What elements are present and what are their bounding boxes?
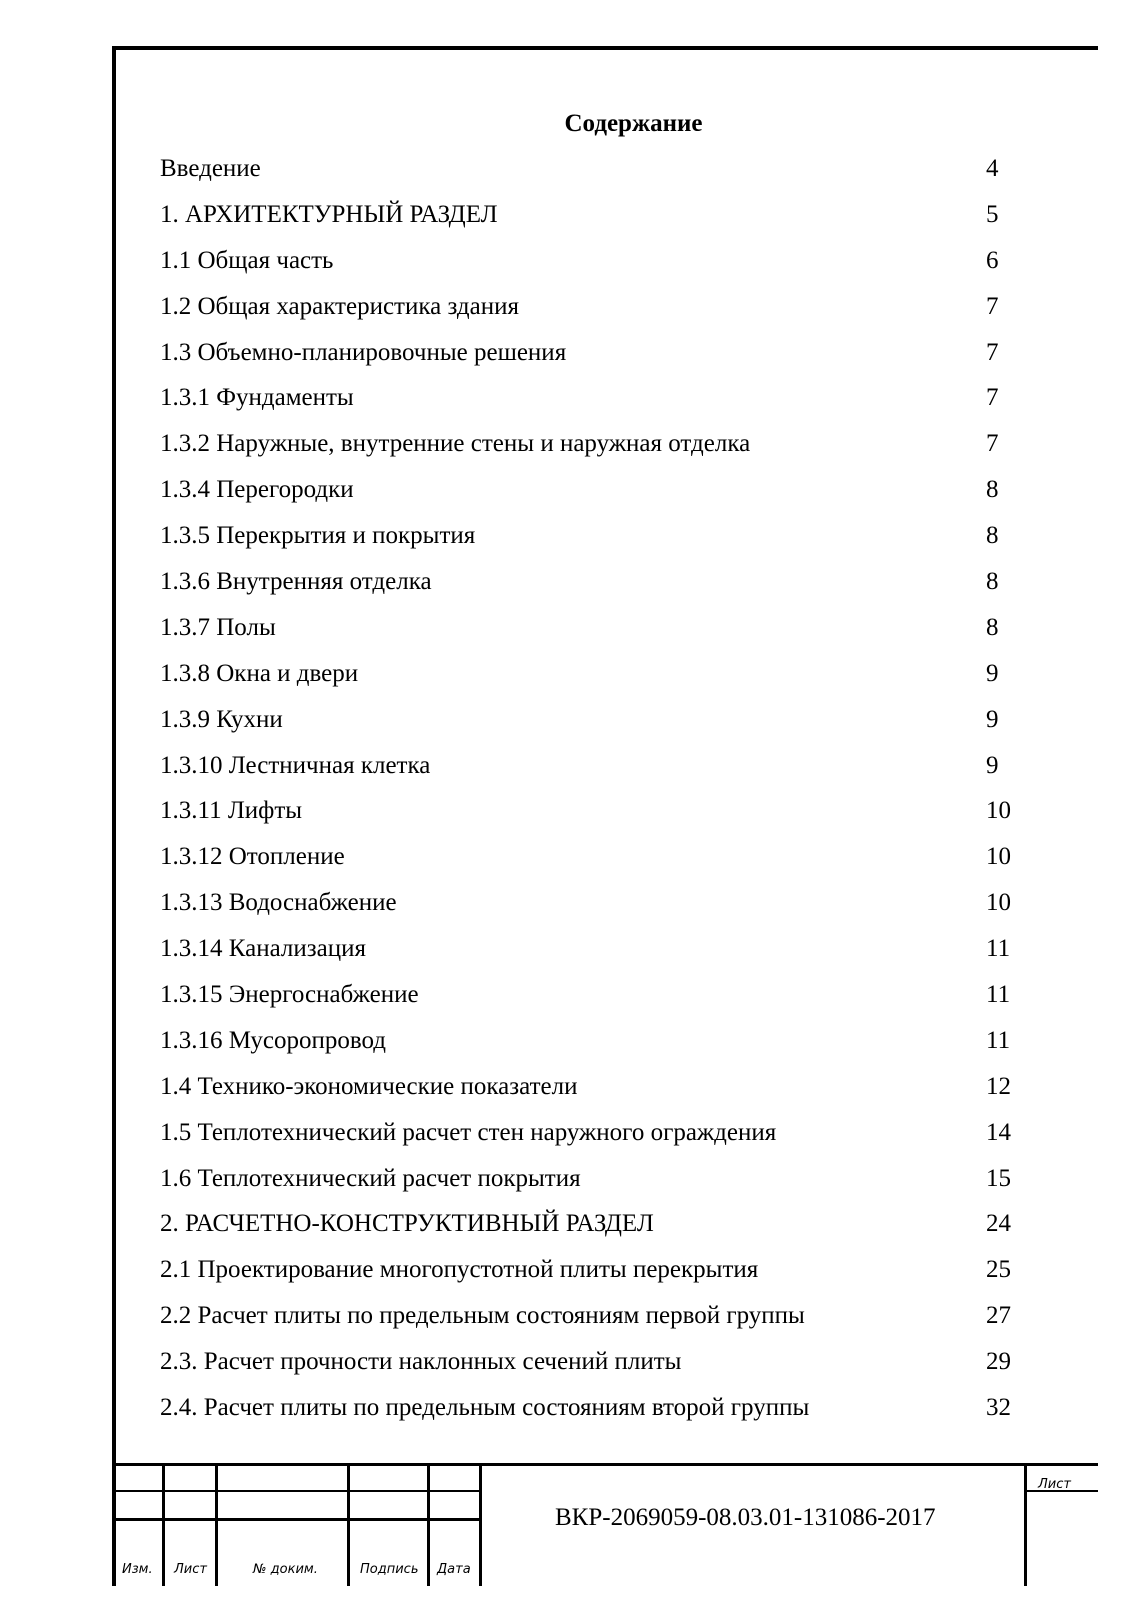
stamp-line-top	[112, 1463, 1098, 1466]
toc-entry	[160, 471, 1040, 517]
toc-entry-page: 5	[986, 200, 999, 228]
toc-entry-page: 7	[986, 338, 999, 366]
toc-entry-label: Введение	[160, 155, 261, 182]
toc-entry	[160, 517, 1040, 563]
toc-entry	[160, 930, 1040, 976]
toc-entry-label: 1.3.7 Полы	[160, 613, 276, 641]
toc-entry	[160, 838, 1040, 884]
toc-entry-label: 1.3.11 Лифты	[160, 797, 303, 825]
page-frame-top	[112, 46, 1098, 50]
toc-entry	[160, 1160, 1040, 1206]
toc-entry-label: 1.3.15 Энергоснабжение	[160, 981, 419, 1009]
toc-entry-page: 8	[986, 522, 999, 550]
stamp-divider-1	[162, 1463, 165, 1586]
toc-entry-label: 2.2 Расчет плиты по предельным состояниям первой группы	[160, 1302, 805, 1330]
toc-entry-page: 32	[986, 1394, 1011, 1422]
toc-entry-label: 1.3.6 Внутренняя отделка	[160, 568, 432, 596]
stamp-divider-2	[215, 1463, 218, 1586]
toc-entry-page: 14	[986, 1118, 1011, 1146]
stamp-divider-4	[427, 1463, 430, 1586]
page-title: Содержание	[564, 110, 703, 137]
toc-entry-page: 8	[986, 476, 999, 504]
toc-entry	[160, 563, 1040, 609]
toc-entry	[160, 1068, 1040, 1114]
toc-entry-label: 1.3.9 Кухни	[160, 705, 283, 733]
toc-entry	[160, 976, 1040, 1022]
stamp-label-doc-no: № доким.	[253, 1562, 318, 1577]
toc-entry-label: 1. АРХИТЕКТУРНЫЙ РАЗДЕЛ	[160, 200, 498, 228]
toc-entry-page: 9	[986, 751, 999, 779]
toc-entry	[160, 425, 1040, 471]
stamp-label-izm: Изм.	[122, 1562, 153, 1577]
toc-entry-label: 1.3.2 Наружные, внутренние стены и наружная отделка	[160, 430, 751, 458]
toc-entry-page: 9	[986, 705, 999, 733]
toc-entry	[160, 1343, 1040, 1389]
toc-entry-label: 1.3.8 Окна и двери	[160, 659, 359, 687]
toc-entry-label: 2. РАСЧЕТНО-КОНСТРУКТИВНЫЙ РАЗДЕЛ	[160, 1210, 654, 1238]
stamp-divider-6	[1024, 1463, 1027, 1586]
toc-entry-label: 2.3. Расчет прочности наклонных сечений плиты	[160, 1348, 682, 1376]
toc-entry-page: 10	[986, 843, 1011, 871]
toc-entry-page: 11	[986, 1026, 1011, 1054]
toc-entry	[160, 1022, 1040, 1068]
toc-entry-page: 4	[986, 155, 999, 182]
toc-entry-page: 6	[986, 246, 999, 274]
toc-entry-page: 27	[986, 1302, 1011, 1330]
stamp-label-list: Лист	[174, 1562, 207, 1577]
toc-entry	[160, 196, 1040, 242]
toc-entry-page: 24	[986, 1210, 1011, 1238]
toc-entry-label: 2.1 Проектирование многопустотной плиты перекрытия	[160, 1256, 759, 1284]
toc-entry-page: 8	[986, 613, 999, 641]
toc-entry	[160, 701, 1040, 747]
toc-entry-page: 25	[986, 1256, 1011, 1284]
stamp-label-signature: Подпись	[360, 1562, 419, 1577]
toc-entry-label: 1.3.4 Перегородки	[160, 476, 354, 504]
toc-entry	[160, 1251, 1040, 1297]
document-code: ВКР-2069059-08.03.01-131086-2017	[555, 1504, 936, 1531]
toc-entry-page: 8	[986, 568, 999, 596]
stamp-sheet-label: Лист	[1038, 1477, 1071, 1492]
toc-entry-label: 1.3.12 Отопление	[160, 843, 345, 871]
toc-entry-page: 11	[986, 935, 1011, 963]
toc-entry-label: 1.3.10 Лестничная клетка	[160, 751, 431, 779]
toc-entry-page: 10	[986, 797, 1011, 825]
toc-entry	[160, 1205, 1040, 1251]
toc-entry-page: 7	[986, 292, 999, 320]
toc-entry-page: 7	[986, 430, 999, 458]
toc-entry	[160, 884, 1040, 930]
toc-entry-label: 1.6 Теплотехнический расчет покрытия	[160, 1164, 581, 1192]
toc-entry-page: 7	[986, 384, 999, 412]
toc-entry-label: 1.2 Общая характеристика здания	[160, 292, 519, 320]
toc-entry	[160, 1389, 1040, 1435]
page-frame-left	[112, 46, 116, 1586]
toc-entry	[160, 655, 1040, 701]
toc-entry	[160, 334, 1040, 380]
stamp-label-date: Дата	[437, 1562, 471, 1577]
toc-entry-page: 10	[986, 889, 1011, 917]
toc-entry-page: 29	[986, 1348, 1011, 1376]
toc-entry	[160, 747, 1040, 793]
table-of-contents	[160, 150, 1040, 1435]
toc-entry	[160, 242, 1040, 288]
toc-entry	[160, 150, 1040, 196]
toc-entry-page: 12	[986, 1072, 1011, 1100]
toc-entry	[160, 609, 1040, 655]
toc-entry-label: 1.3.1 Фундаменты	[160, 384, 354, 412]
toc-entry-page: 9	[986, 659, 999, 687]
stamp-divider-3	[347, 1463, 350, 1586]
toc-entry	[160, 288, 1040, 334]
toc-entry-label: 1.3 Объемно-планировочные решения	[160, 338, 567, 366]
toc-entry-page: 11	[986, 981, 1011, 1009]
toc-entry-label: 1.3.14 Канализация	[160, 935, 366, 963]
toc-entry-label: 1.3.13 Водоснабжение	[160, 889, 397, 917]
stamp-divider-5	[479, 1463, 482, 1586]
toc-entry-label: 1.1 Общая часть	[160, 246, 334, 274]
toc-entry-label: 1.4 Технико-экономические показатели	[160, 1072, 578, 1100]
toc-entry-label: 1.5 Теплотехнический расчет стен наружного ограждения	[160, 1118, 777, 1146]
toc-entry-label: 2.4. Расчет плиты по предельным состояниям второй группы	[160, 1394, 810, 1422]
toc-entry	[160, 379, 1040, 425]
toc-entry	[160, 1297, 1040, 1343]
toc-entry	[160, 792, 1040, 838]
toc-entry-page: 15	[986, 1164, 1011, 1192]
toc-entry-label: 1.3.5 Перекрытия и покрытия	[160, 522, 476, 550]
toc-entry-label: 1.3.16 Мусоропровод	[160, 1026, 386, 1054]
toc-entry	[160, 1114, 1040, 1160]
